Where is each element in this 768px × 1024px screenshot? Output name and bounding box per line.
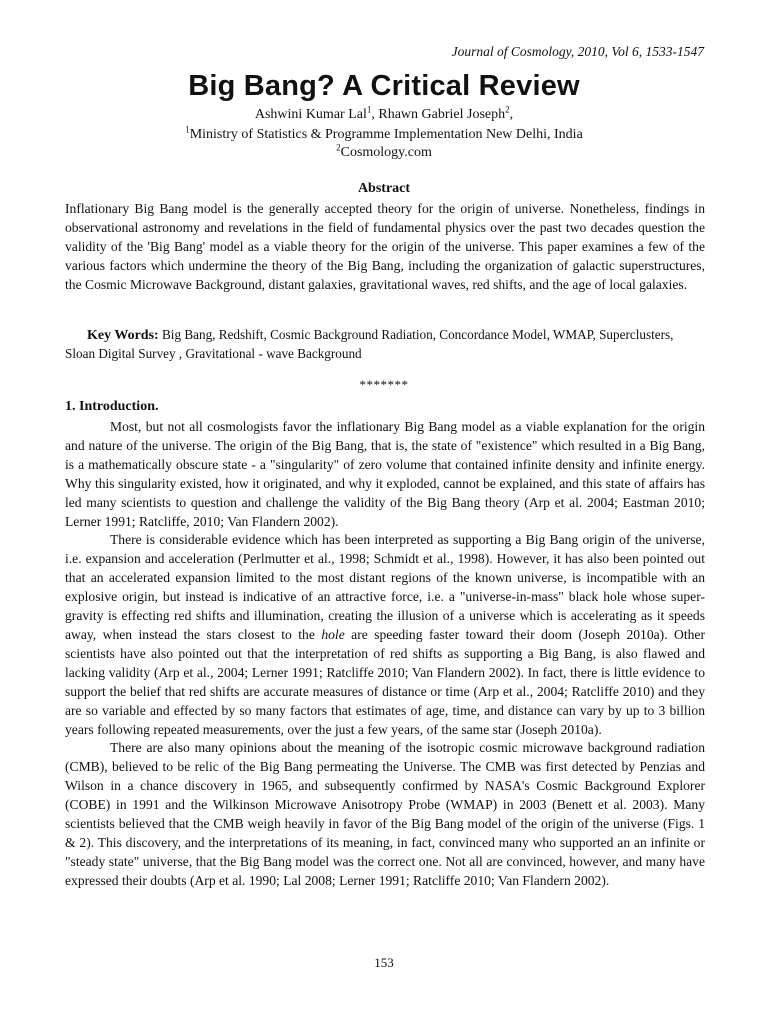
paragraph-3: There are also many opinions about the meaning of the isotropic cosmic microwave background radiation (CMB), believed to be relic of the Big Bang permeating the Universe. The CMB was first detected by Penzias and Wilson in a chance discovery in 1965, and subsequently confirmed by NASA's Cosmic Background Explorer (COBE) in 1991 and the Wilkinson Microwave Anisotropy Probe (WMAP) in 2003 (Benett et al. 2003). Many scientists believed that the CMB weigh heavily in favor of the Big Bang model of the origin of the universe (Figs. 1 & 2). This discovery, and the interpretations of its meaning, in fact, convinced many who supported an an infinite or "steady state" universe, that the Big Bang model was the correct one. Not all are convinced, however, and many have expressed their doubts (Arp et al. 1990; Lal 2008; Lerner 1991; Ratcliffe 2010; Van Flandern 2002). bbox=[65, 740, 705, 888]
affiliation-2-mark: 2 bbox=[336, 142, 341, 153]
affiliation-1-text: Ministry of Statistics & Programme Implementation New Delhi, India bbox=[189, 127, 583, 142]
introduction-heading: 1. Introduction. bbox=[65, 399, 159, 414]
paragraph-2-italic-word: hole bbox=[321, 626, 345, 642]
paragraph-1: Most, but not all cosmologists favor the inflationary Big Bang model as a viable explanation for the origin and nature of the universe. The origin of the Big Bang, that is, the state of "existence" which resulted in a Big Bang, is a mathematically obscure state - a "singularity" of zero volume that contained infinite density and infinite energy. Why this singularity existed, how it originated, and why it exploded, cannot be explained, and this state of affairs has led many scientists to question and challenge the validity of the Big Bang theory (Arp et al. 2004; Eastman 2010; Lerner 1991; Ratcliffe, 2010; Van Flandern 2002). bbox=[65, 419, 705, 529]
author-trailing-comma: , bbox=[509, 107, 514, 122]
journal-citation: Journal of Cosmology, 2010, Vol 6, 1533-1547 bbox=[451, 44, 704, 59]
paragraph-2-text-end: are speeding faster toward their doom (Joseph 2010a). Other scientists have also pointed out that the interpretation of red shifts as supporting a Big Bang, is also flawed and lacking validity (Arp et al., 2004; Lerner 1991; Ratcliffe 2010; Van Flandern 2002). In fact, there is little evidence to support the belief that red shifts are accurate measures of distance or time (Arp et al., 2004; Ratcliffe 2010) and they are so variable and effected by so many factors that estimates of age, time, and distance can vary by up to 3 billion years following repeated measurements, over the just a few years, of the same star (Joseph 2010a). bbox=[65, 626, 705, 737]
author-1-affiliation-mark: 1 bbox=[366, 104, 372, 115]
abstract-text: Inflationary Big Bang model is the generally accepted theory for the origin of universe. Nonetheless, findings in observational astronomy and revelations in the field of fundamental physics over the past two decades question the validity of the 'Big Bang' model as a viable theory for the origin of the universe. This paper examines a few of the various factors which undermine the theory of the Big Bang, including the organization of galactic superstructures, the Cosmic Microwave Background, distant galaxies, gravitational waves, red shifts, and the age of local galaxies. bbox=[65, 201, 705, 292]
affiliation-2-text: Cosmology.com bbox=[340, 145, 432, 160]
author-2-affiliation-mark: 2 bbox=[505, 104, 510, 115]
keywords-label: Key Words: bbox=[87, 328, 159, 343]
page-number: 153 bbox=[374, 955, 394, 970]
affiliation-2 bbox=[0, 142, 768, 161]
author-separator: , bbox=[371, 107, 379, 122]
author-1-name: Ashwini Kumar Lal bbox=[254, 107, 367, 122]
paragraph-2-text-start: There is considerable evidence which has been interpreted as supporting a Big Bang origin of the universe, i.e. expansion and acceleration (Perlmutter et al., 1998; Schmidt et al., 1998). However, it has also been pointed out that an accelerated expansion limited to the most distant regions of the known universe, is incompatible with an explosive origin, but instead is indicative of an attractive force, i.e. a "universe-in-mass" black hole whose super-gravity is effecting red shifts and illumination, creating the illusion of a universe which is accelerating as it speeds away, when instead the stars closest to the bbox=[65, 532, 705, 642]
paper-title: Big Bang? A Critical Review bbox=[188, 70, 580, 102]
author-2-name: Rhawn Gabriel Joseph bbox=[378, 107, 506, 122]
author-line bbox=[0, 104, 768, 123]
abstract-heading: Abstract bbox=[357, 181, 411, 196]
keywords-text: Big Bang, Redshift, Cosmic Background Radiation, Concordance Model, WMAP, Superclusters, Sloan Digital Survey , Gravitational - wave Background bbox=[65, 327, 674, 361]
section-separator: ******* bbox=[359, 377, 409, 392]
keywords bbox=[65, 326, 705, 363]
affiliation-1-mark: 1 bbox=[185, 124, 190, 135]
introduction-body bbox=[65, 418, 705, 891]
paragraph-2 bbox=[65, 531, 705, 739]
affiliation-1 bbox=[0, 124, 768, 143]
